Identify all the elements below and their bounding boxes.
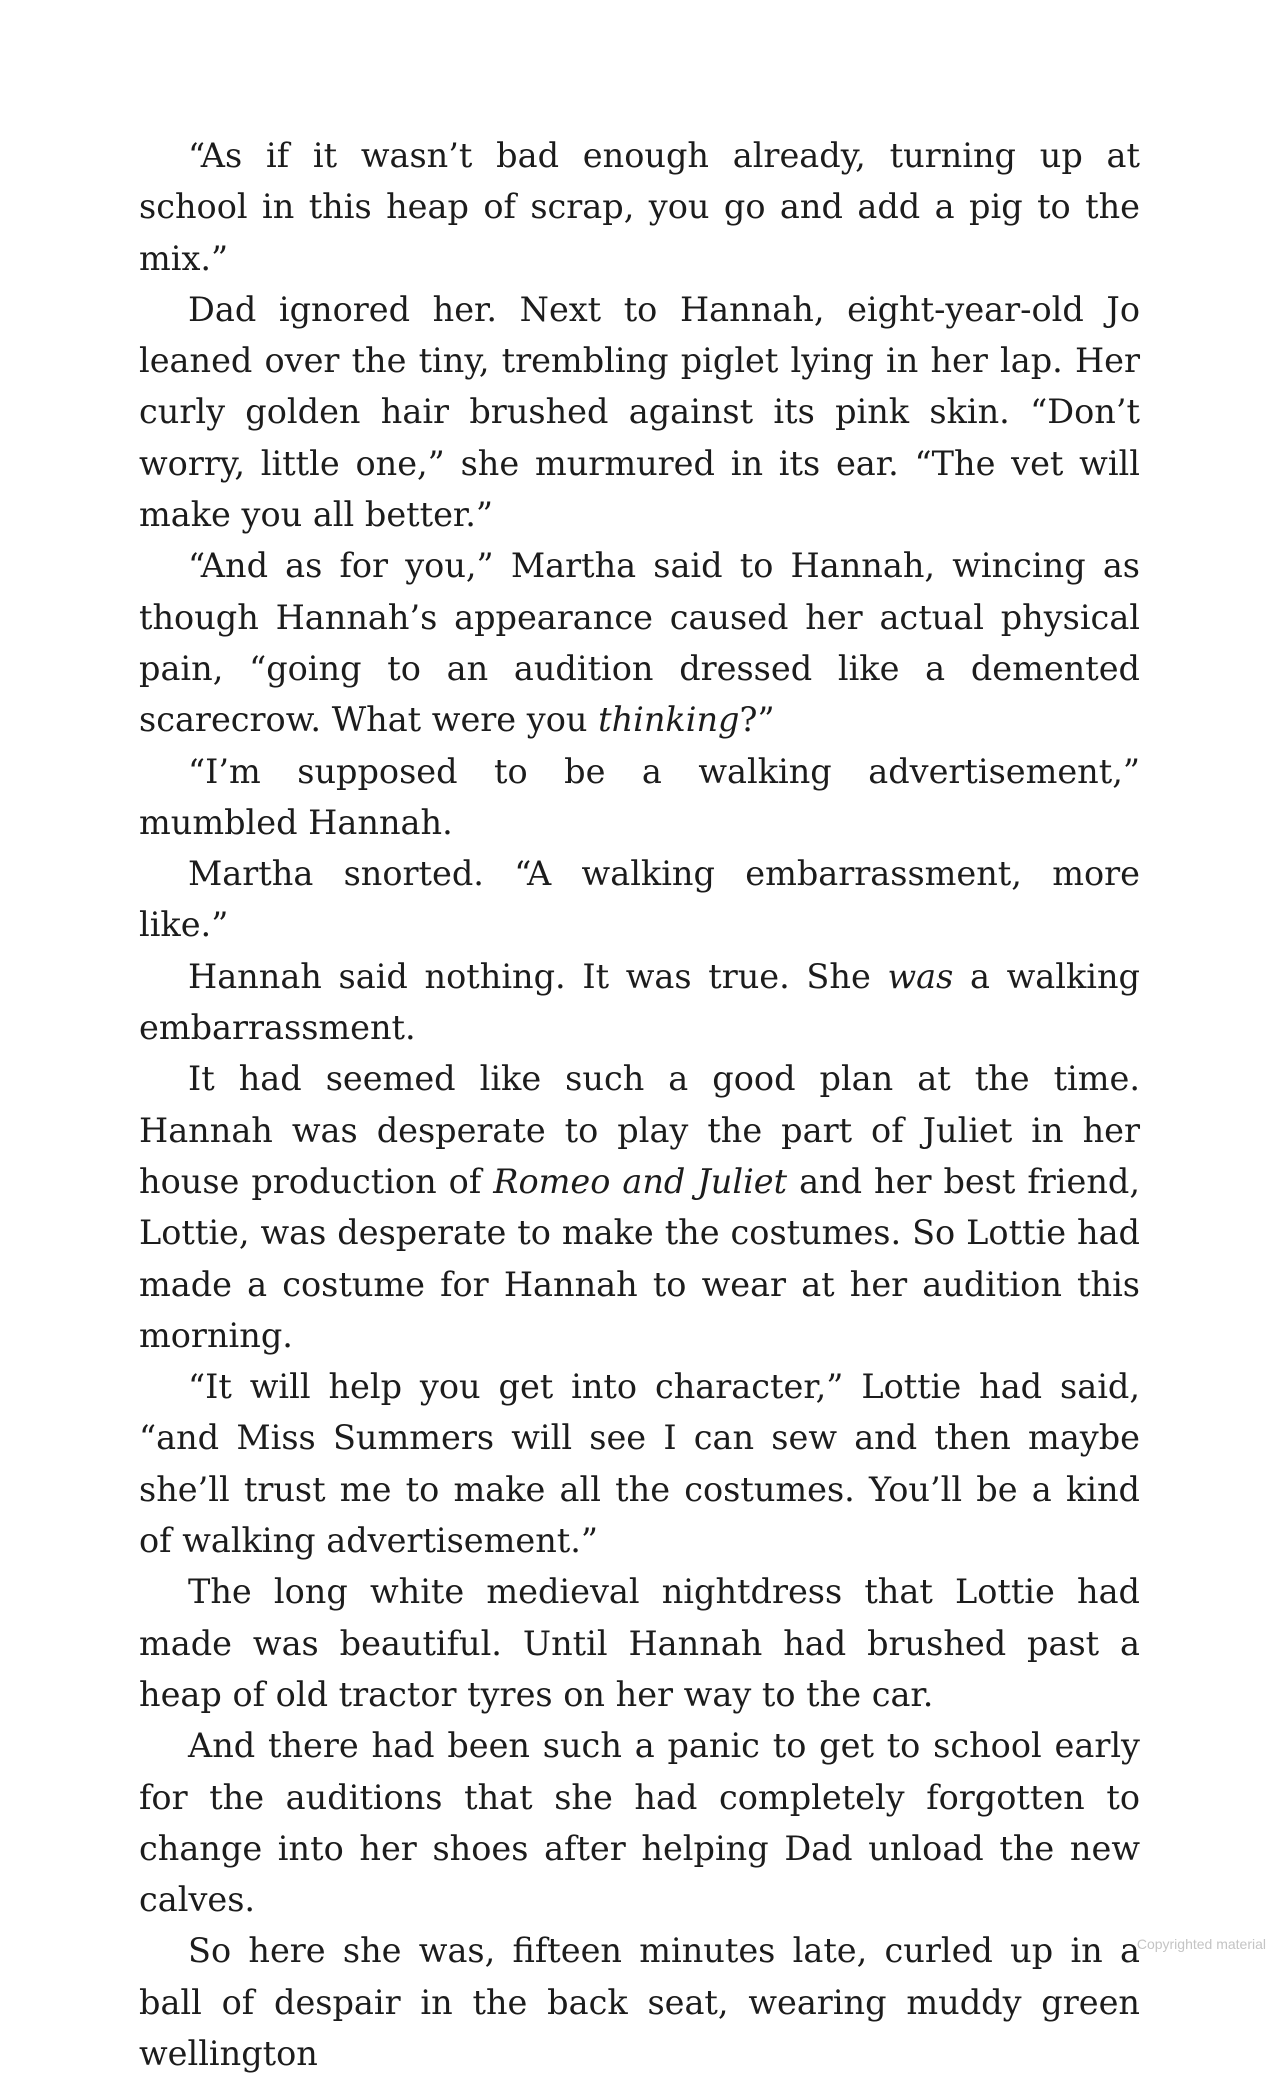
- paragraph-text: It had seemed like such a good plan at the time. Hannah was desperate to play the part of Juliet in her house production of: [139, 1059, 1140, 1201]
- paragraph-text: a walking embarrassment.: [139, 956, 1140, 1048]
- italic-title: Romeo and Juliet: [493, 1161, 788, 1201]
- book-page-body: [139, 130, 1140, 2079]
- paragraph: [139, 1053, 1140, 1361]
- paragraph: [139, 540, 1140, 745]
- italic-emphasis: was: [887, 956, 954, 996]
- paragraph: So here she was, fifteen minutes late, curled up in a ball of despair in the back seat, wearing muddy green wellington: [139, 1931, 1140, 2073]
- paragraph-text: Hannah said nothing. It was true. She: [188, 956, 888, 996]
- paragraph: The long white medieval nightdress that Lottie had made was beautiful. Until Hannah had brushed past a heap of old tractor tyres on her way to the car.: [139, 1572, 1140, 1714]
- paragraph: And there had been such a panic to get to school early for the auditions that she had completely forgotten to change into her shoes after helping Dad unload the new calves.: [139, 1726, 1140, 1920]
- paragraph-text: and her best friend, Lottie, was desperate to make the costumes. So Lottie had made a costume for Hannah to wear at her audition this morning.: [139, 1161, 1140, 1355]
- paragraph: “It will help you get into character,” Lottie had said, “and Miss Summers will see I can sew and then maybe she’ll trust me to make all the costumes. You’ll be a kind of walking advertisement.”: [139, 1367, 1140, 1561]
- paragraph-text: ?”: [739, 700, 775, 740]
- paragraph: Dad ignored her. Next to Hannah, eight-year-old Jo leaned over the tiny, trembling piglet lying in her lap. Her curly golden hair brushed against its pink skin. “Don’t worry, little one,” she murmured in its ear. “The vet will make you all better.”: [139, 289, 1140, 535]
- paragraph: [139, 951, 1140, 1054]
- paragraph: Martha snorted. “A walking embarrassment, more like.”: [139, 854, 1140, 945]
- paragraph-text: “And as for you,” Martha said to Hannah, wincing as though Hannah’s appearance caused her actual physical pain, “going to an audition dressed like a demented scarecrow. What were you: [139, 546, 1140, 740]
- paragraph: “As if it wasn’t bad enough already, turning up at school in this heap of scrap, you go and add a pig to the mix.”: [139, 136, 1140, 278]
- copyright-notice: Copyrighted material: [1136, 1936, 1266, 1952]
- italic-emphasis: thinking: [598, 700, 740, 740]
- paragraph: “I’m supposed to be a walking advertisement,” mumbled Hannah.: [139, 751, 1140, 842]
